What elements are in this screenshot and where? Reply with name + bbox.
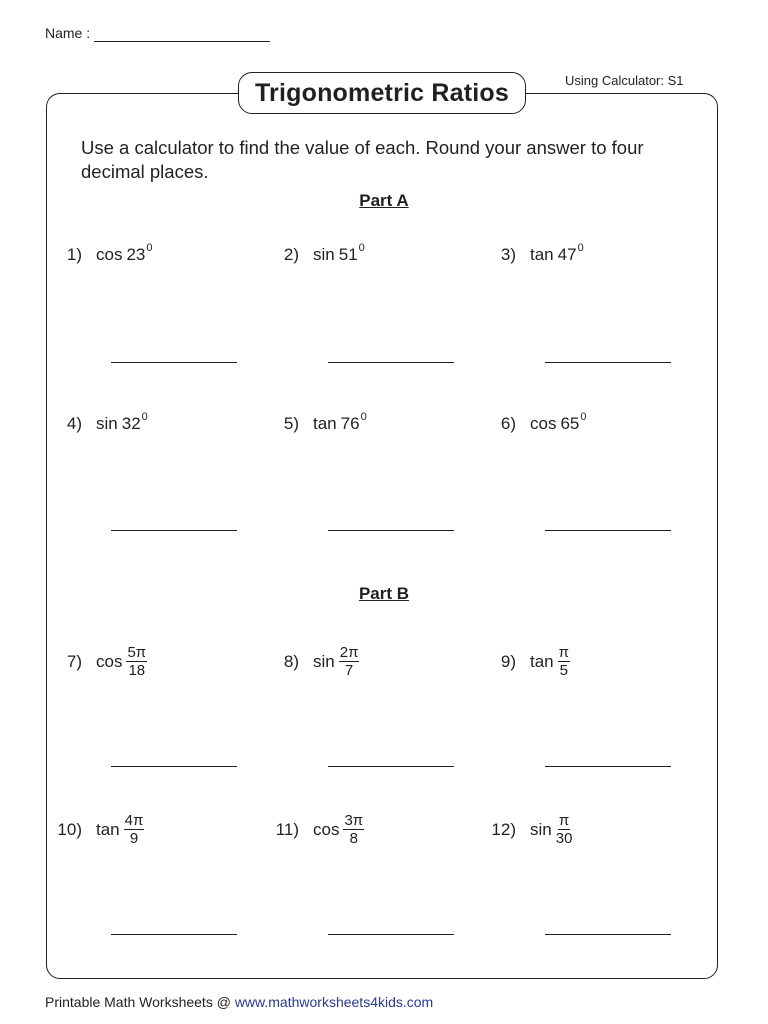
problem-10 xyxy=(50,813,144,846)
problem-11 xyxy=(267,813,364,846)
numerator: 5π xyxy=(127,644,147,661)
fraction xyxy=(124,813,145,846)
fraction xyxy=(558,645,570,678)
trig-function: tan xyxy=(530,245,554,264)
trig-function: cos xyxy=(96,651,123,671)
degree-symbol: 0 xyxy=(358,242,365,254)
degree-symbol: 0 xyxy=(141,411,148,423)
problem-number: 12) xyxy=(491,819,516,839)
problem-number: 6) xyxy=(500,414,516,433)
angle-value: 23 xyxy=(126,245,146,264)
denominator: 8 xyxy=(349,830,358,847)
answer-line-9[interactable] xyxy=(545,766,671,767)
trig-function: sin xyxy=(96,414,118,433)
trig-function: tan xyxy=(530,651,554,671)
angle-value: 65 xyxy=(560,414,580,433)
angle-value: 47 xyxy=(557,245,577,264)
instructions: Use a calculator to find the value of each. Round your answer to four decimal places. xyxy=(81,137,644,182)
answer-line-11[interactable] xyxy=(328,934,454,935)
degree-symbol: 0 xyxy=(360,411,367,423)
problem-number: 11) xyxy=(275,819,299,839)
fraction xyxy=(343,813,364,846)
fraction xyxy=(126,645,147,678)
degree-symbol: 0 xyxy=(577,242,584,254)
name-input-line[interactable] xyxy=(94,41,270,42)
part-b-heading: Part B xyxy=(358,584,410,603)
answer-line-4[interactable] xyxy=(111,530,237,531)
calculator-label: Using Calculator: S1 xyxy=(565,73,684,88)
degree-symbol: 0 xyxy=(146,242,153,254)
denominator: 9 xyxy=(129,830,139,847)
denominator: 30 xyxy=(555,830,573,847)
numerator: 2π xyxy=(339,644,359,661)
answer-line-1[interactable] xyxy=(111,362,237,363)
answer-line-10[interactable] xyxy=(111,934,237,935)
answer-line-2[interactable] xyxy=(328,362,454,363)
fraction xyxy=(339,645,360,678)
problem-4 xyxy=(50,411,148,434)
trig-function: cos xyxy=(96,245,123,264)
problem-7 xyxy=(50,645,147,678)
trig-function: cos xyxy=(530,414,557,433)
problem-2 xyxy=(267,242,365,265)
trig-function: tan xyxy=(96,819,120,839)
angle-value: 51 xyxy=(338,245,358,264)
answer-line-8[interactable] xyxy=(328,766,454,767)
problem-number: 5) xyxy=(283,414,299,433)
answer-line-7[interactable] xyxy=(111,766,237,767)
denominator: 18 xyxy=(128,662,146,679)
footer-link[interactable]: www.mathworksheets4kids.com xyxy=(234,994,434,1010)
worksheet-frame xyxy=(46,93,718,979)
part-a-heading: Part A xyxy=(359,191,409,210)
trig-function: cos xyxy=(313,819,340,839)
problem-number: 1) xyxy=(66,245,82,264)
denominator: 5 xyxy=(559,662,568,679)
trig-function: sin xyxy=(313,245,335,264)
problem-12 xyxy=(484,813,572,846)
trig-function: sin xyxy=(530,819,552,839)
problem-6 xyxy=(484,411,587,434)
problem-number: 2) xyxy=(283,245,299,264)
answer-line-6[interactable] xyxy=(545,530,671,531)
worksheet-title: Trigonometric Ratios xyxy=(238,72,526,114)
answer-line-12[interactable] xyxy=(545,934,671,935)
numerator: π xyxy=(558,644,569,661)
degree-symbol: 0 xyxy=(580,411,587,423)
footer xyxy=(45,994,433,1010)
numerator: 3π xyxy=(344,812,364,829)
answer-line-3[interactable] xyxy=(545,362,671,363)
name-label: Name : xyxy=(45,25,91,41)
problem-number: 8) xyxy=(283,651,299,671)
problem-number: 7) xyxy=(66,651,82,671)
problem-number: 9) xyxy=(500,651,516,671)
problem-number: 4) xyxy=(66,414,82,433)
problem-5 xyxy=(267,411,367,434)
problem-3 xyxy=(484,242,584,265)
numerator: 4π xyxy=(124,812,144,829)
problem-8 xyxy=(267,645,359,678)
numerator: π xyxy=(558,812,570,829)
angle-value: 32 xyxy=(121,414,141,433)
denominator: 7 xyxy=(344,662,354,679)
problem-number: 3) xyxy=(500,245,516,264)
angle-value: 76 xyxy=(340,414,360,433)
problem-1 xyxy=(50,242,153,265)
problem-number: 10) xyxy=(57,819,82,839)
fraction xyxy=(556,813,573,846)
trig-function: tan xyxy=(313,414,337,433)
answer-line-5[interactable] xyxy=(328,530,454,531)
trig-function: sin xyxy=(313,651,335,671)
problem-9 xyxy=(484,645,570,678)
footer-text: Printable Math Worksheets @ xyxy=(45,994,235,1010)
